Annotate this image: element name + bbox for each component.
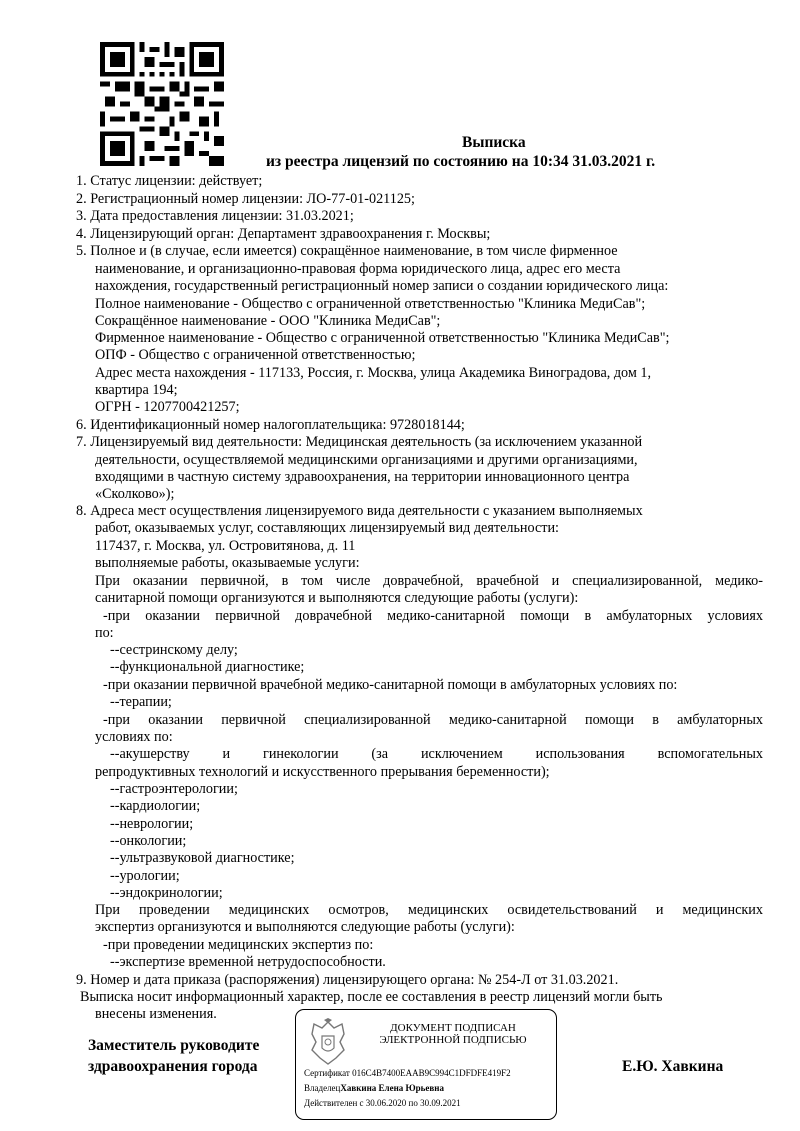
text-line: санитарной помощи организуются и выполняются следующие работы (услуги): (95, 590, 579, 606)
stamp-header: ДОКУМЕНТ ПОДПИСАН (390, 1022, 516, 1034)
text-line: 4. Лицензирующий орган: Департамент здравоохранения г. Москвы; (76, 226, 491, 242)
text-line: работ, оказываемых услуг, составляющих лицензируемый вид деятельности: (95, 520, 559, 536)
text-line: --акушерству и гинекологии (за исключением использования вспомогательных (110, 746, 763, 762)
text-line: 9. Номер и дата приказа (распоряжения) лицензирующего органа: № 254-Л от 31.03.2021. (76, 972, 619, 988)
qr-code (100, 42, 224, 166)
text-line: --кардиологии; (110, 798, 201, 814)
stamp-certificate (304, 1068, 511, 1078)
text-line: --гастроэнтерологии; (110, 781, 238, 797)
text-line: 8. Адреса мест осуществления лицензируемого вида деятельности с указанием выполняемых (76, 503, 643, 519)
text-line: --функциональной диагностике; (110, 659, 305, 675)
text-line: -при проведении медицинских экспертиз по: (103, 937, 374, 953)
text-line: --экспертизе временной нетрудоспособности. (110, 954, 386, 970)
text-line: репродуктивных технологий и искусственного прерывания беременности); (95, 764, 550, 780)
stamp-certificate-value: 016C4B7400EAAB9C994C1DFDFE419F2 (352, 1068, 511, 1078)
stamp-owner-label: Владелец (304, 1083, 341, 1093)
text-line: наименование, и организационно-правовая форма юридического лица, адрес его места (95, 261, 621, 277)
coat-of-arms-icon (306, 1018, 350, 1068)
stamp-header: ЭЛЕКТРОННОЙ ПОДПИСЬЮ (379, 1034, 527, 1046)
text-line: квартира 194; (95, 382, 178, 398)
text-line: -при оказании первичной специализированной медико-санитарной помощи в амбулаторных (103, 712, 763, 728)
text-line: 2. Регистрационный номер лицензии: ЛО-77-01-021125; (76, 191, 415, 207)
text-line: Выписка носит информационный характер, после ее составления в реестр лицензий могли быть (80, 989, 663, 1005)
text-line: 3. Дата предоставления лицензии: 31.03.2021; (76, 208, 354, 224)
stamp-validity: Действителен с 30.06.2020 по 30.09.2021 (304, 1098, 461, 1108)
document-title: Выписка (462, 134, 526, 151)
text-line: по: (95, 625, 114, 641)
text-line: 6. Идентификационный номер налогоплательщика: 9728018144; (76, 417, 465, 433)
text-line: При проведении медицинских осмотров, медицинских освидетельствований и медицинских (95, 902, 763, 918)
signer-name: Е.Ю. Хавкина (622, 1058, 724, 1075)
document-subtitle: из реестра лицензий по состоянию на 10:34 31.03.2021 г. (266, 153, 656, 170)
text-line: 1. Статус лицензии: действует; (76, 173, 263, 189)
text-line: «Сколково»); (95, 486, 175, 502)
text-line: входящими в частную систему здравоохранения, на территории инновационного центра (95, 469, 630, 485)
text-line: --урологии; (110, 868, 180, 884)
stamp-owner-value: Хавкина Елена Юрьевна (340, 1083, 444, 1093)
text-line: --терапии; (110, 694, 172, 710)
electronic-signature-stamp (295, 1009, 557, 1120)
text-line: 117437, г. Москва, ул. Островитянова, д. 11 (95, 538, 356, 554)
text-line: внесены изменения. (95, 1006, 217, 1022)
signer-position: Заместитель руководите (88, 1037, 260, 1054)
text-line: 5. Полное и (в случае, если имеется) сокращённое наименование, в том числе фирменное (76, 243, 618, 259)
text-line: Фирменное наименование - Общество с ограниченной ответственностью "Клиника МедиСав"; (95, 330, 670, 346)
text-line: 7. Лицензируемый вид деятельности: Медицинская деятельность (за исключением указанной (76, 434, 643, 450)
text-line: ОПФ - Общество с ограниченной ответственностью; (95, 347, 416, 363)
text-line: экспертиз организуются и выполняются следующие работы (услуги): (95, 919, 515, 935)
text-line: --сестринскому делу; (110, 642, 238, 658)
text-line: -при оказании первичной доврачебной медико-санитарной помощи в амбулаторных условиях (103, 608, 763, 624)
text-line: Адрес места нахождения - 117133, Россия, г. Москва, улица Академика Виноградова, дом 1, (95, 365, 652, 381)
text-line: ОГРН - 1207700421257; (95, 399, 240, 415)
text-line: --ультразвуковой диагностике; (110, 850, 295, 866)
text-line: выполняемые работы, оказываемые услуги: (95, 555, 360, 571)
text-line: -при оказании первичной врачебной медико-санитарной помощи в амбулаторных условиях по: (103, 677, 678, 693)
text-line: --неврологии; (110, 816, 194, 832)
text-line: деятельности, осуществляемой медицинскими организациями и другими организациями, (95, 452, 638, 468)
text-line: Полное наименование - Общество с ограниченной ответственностью "Клиника МедиСав"; (95, 296, 646, 312)
text-line: --онкологии; (110, 833, 187, 849)
signer-position: здравоохранения города (88, 1058, 258, 1075)
stamp-owner (304, 1083, 444, 1093)
text-line: Сокращённое наименование - ООО "Клиника МедиСав"; (95, 313, 441, 329)
text-line: При оказании первичной, в том числе доврачебной, врачебной и специализированной, медико- (95, 573, 763, 589)
text-line: нахождения, государственный регистрационный номер записи о создании юридического лица: (95, 278, 669, 294)
text-line: --эндокринологии; (110, 885, 223, 901)
text-line: условиях по: (95, 729, 173, 745)
stamp-certificate-label: Сертификат (304, 1068, 350, 1078)
